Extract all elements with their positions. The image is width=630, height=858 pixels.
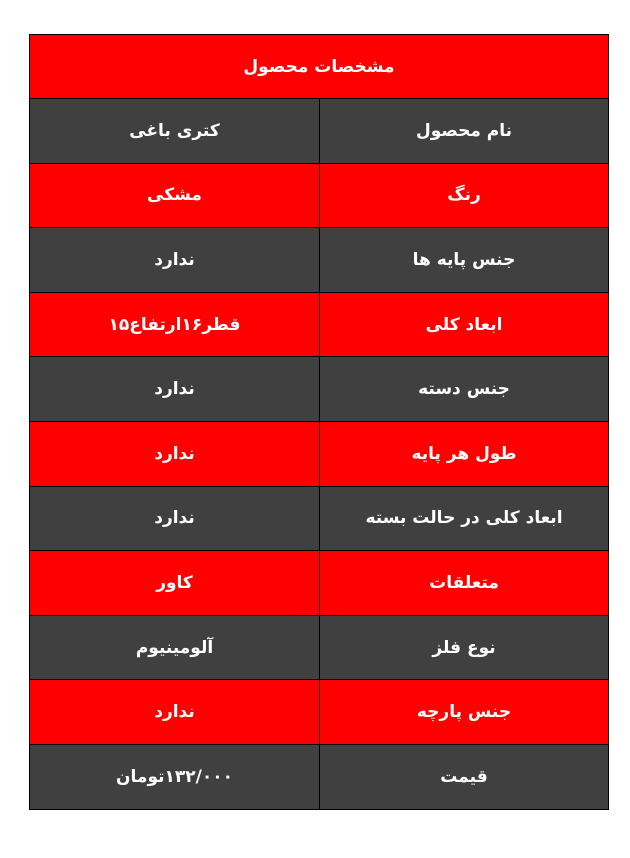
spec-label: ابعاد کلی [320, 292, 609, 357]
spec-label: جنس دسته [320, 357, 609, 422]
table-header-row [30, 35, 609, 99]
table-row [30, 486, 609, 551]
spec-value: ۱۳۲/۰۰۰تومان [30, 744, 320, 809]
table-row [30, 421, 609, 486]
spec-value: ندارد [30, 680, 320, 745]
spec-label: جنس پایه ها [320, 228, 609, 293]
table-row [30, 680, 609, 745]
spec-value: قطر۱۶ارتفاع۱۵ [30, 292, 320, 357]
spec-value: ندارد [30, 486, 320, 551]
spec-label: نام محصول [320, 99, 609, 164]
spec-label: متعلقات [320, 551, 609, 616]
table-row [30, 228, 609, 293]
spec-value: ندارد [30, 228, 320, 293]
spec-label: ابعاد کلی در حالت بسته [320, 486, 609, 551]
table-row [30, 744, 609, 809]
table-row [30, 292, 609, 357]
spec-value: کتری باغی [30, 99, 320, 164]
table-row [30, 551, 609, 616]
spec-value: آلومینیوم [30, 615, 320, 680]
spec-value: کاور [30, 551, 320, 616]
spec-value: مشکی [30, 163, 320, 228]
spec-label: نوع فلز [320, 615, 609, 680]
spec-label: رنگ [320, 163, 609, 228]
table-row [30, 615, 609, 680]
spec-value: ندارد [30, 421, 320, 486]
table-row [30, 163, 609, 228]
product-spec-table [29, 34, 609, 810]
spec-label: جنس پارچه [320, 680, 609, 745]
table-row [30, 99, 609, 164]
table-row [30, 357, 609, 422]
table-title: مشخصات محصول [30, 35, 609, 99]
spec-label: طول هر پایه [320, 421, 609, 486]
spec-value: ندارد [30, 357, 320, 422]
spec-label: قیمت [320, 744, 609, 809]
